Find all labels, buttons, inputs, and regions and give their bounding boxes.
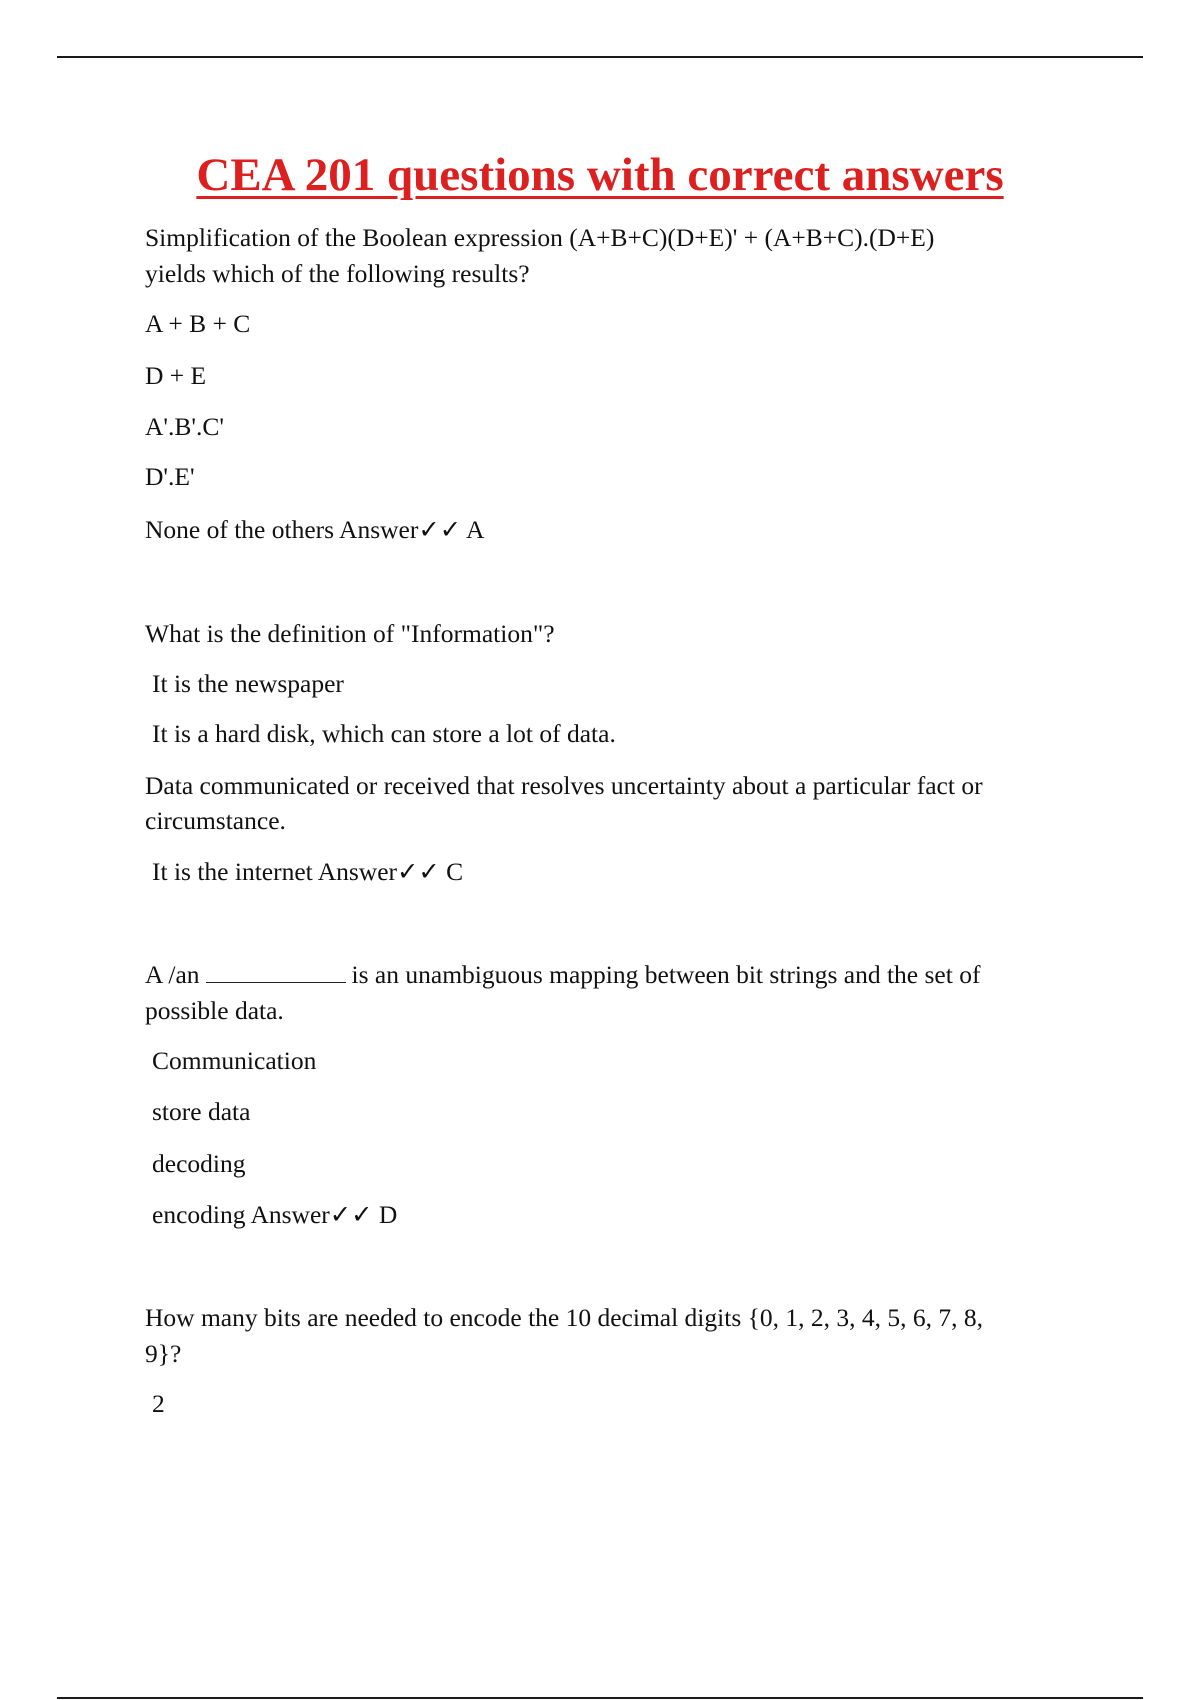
q4-option-a: 2 (152, 1389, 165, 1418)
q3-option-c: decoding (152, 1149, 246, 1178)
q1-option-a: A + B + C (145, 309, 251, 338)
q4-question-line1: How many bits are needed to encode the 10 decimal digits {0, 1, 2, 3, 4, 5, 6, 7, 8, (145, 1303, 983, 1332)
page-title: CEA 201 questions with correct answers (196, 149, 1004, 201)
q3-question-prefix: A /an (145, 960, 200, 989)
header-rule (57, 56, 1143, 58)
q2-option-c-line2: circumstance. (145, 806, 286, 835)
q3-option-a: Communication (152, 1046, 317, 1075)
q3-option-d-answer: encoding Answer✓✓ D (152, 1200, 398, 1229)
q1-question-line2: yields which of the following results? (145, 259, 530, 288)
q3-answer-blank (206, 960, 346, 983)
q3-question-line2: possible data. (145, 996, 284, 1025)
q3-question-line1 (145, 957, 1085, 993)
q4-question-line2: 9}? (145, 1339, 182, 1368)
q3-option-b: store data (152, 1097, 251, 1126)
q2-option-b: It is a hard disk, which can store a lot of data. (152, 719, 616, 748)
q2-option-d-answer: It is the internet Answer✓✓ C (152, 857, 464, 886)
q1-option-e-answer: None of the others Answer✓✓ A (145, 515, 485, 544)
q2-option-a: It is the newspaper (152, 669, 344, 698)
q1-option-c: A'.B'.C' (145, 412, 224, 441)
q2-question: What is the definition of "Information"? (145, 619, 555, 648)
footer-rule (57, 1697, 1143, 1699)
q1-option-b: D + E (145, 361, 207, 390)
q3-question-suffix: is an unambiguous mapping between bit strings and the set of (351, 960, 981, 989)
q2-option-c-line1: Data communicated or received that resolves uncertainty about a particular fact or (145, 771, 983, 800)
q1-question-line1: Simplification of the Boolean expression (A+B+C)(D+E)' + (A+B+C).(D+E) (145, 223, 935, 252)
q1-option-d: D'.E' (145, 462, 195, 491)
